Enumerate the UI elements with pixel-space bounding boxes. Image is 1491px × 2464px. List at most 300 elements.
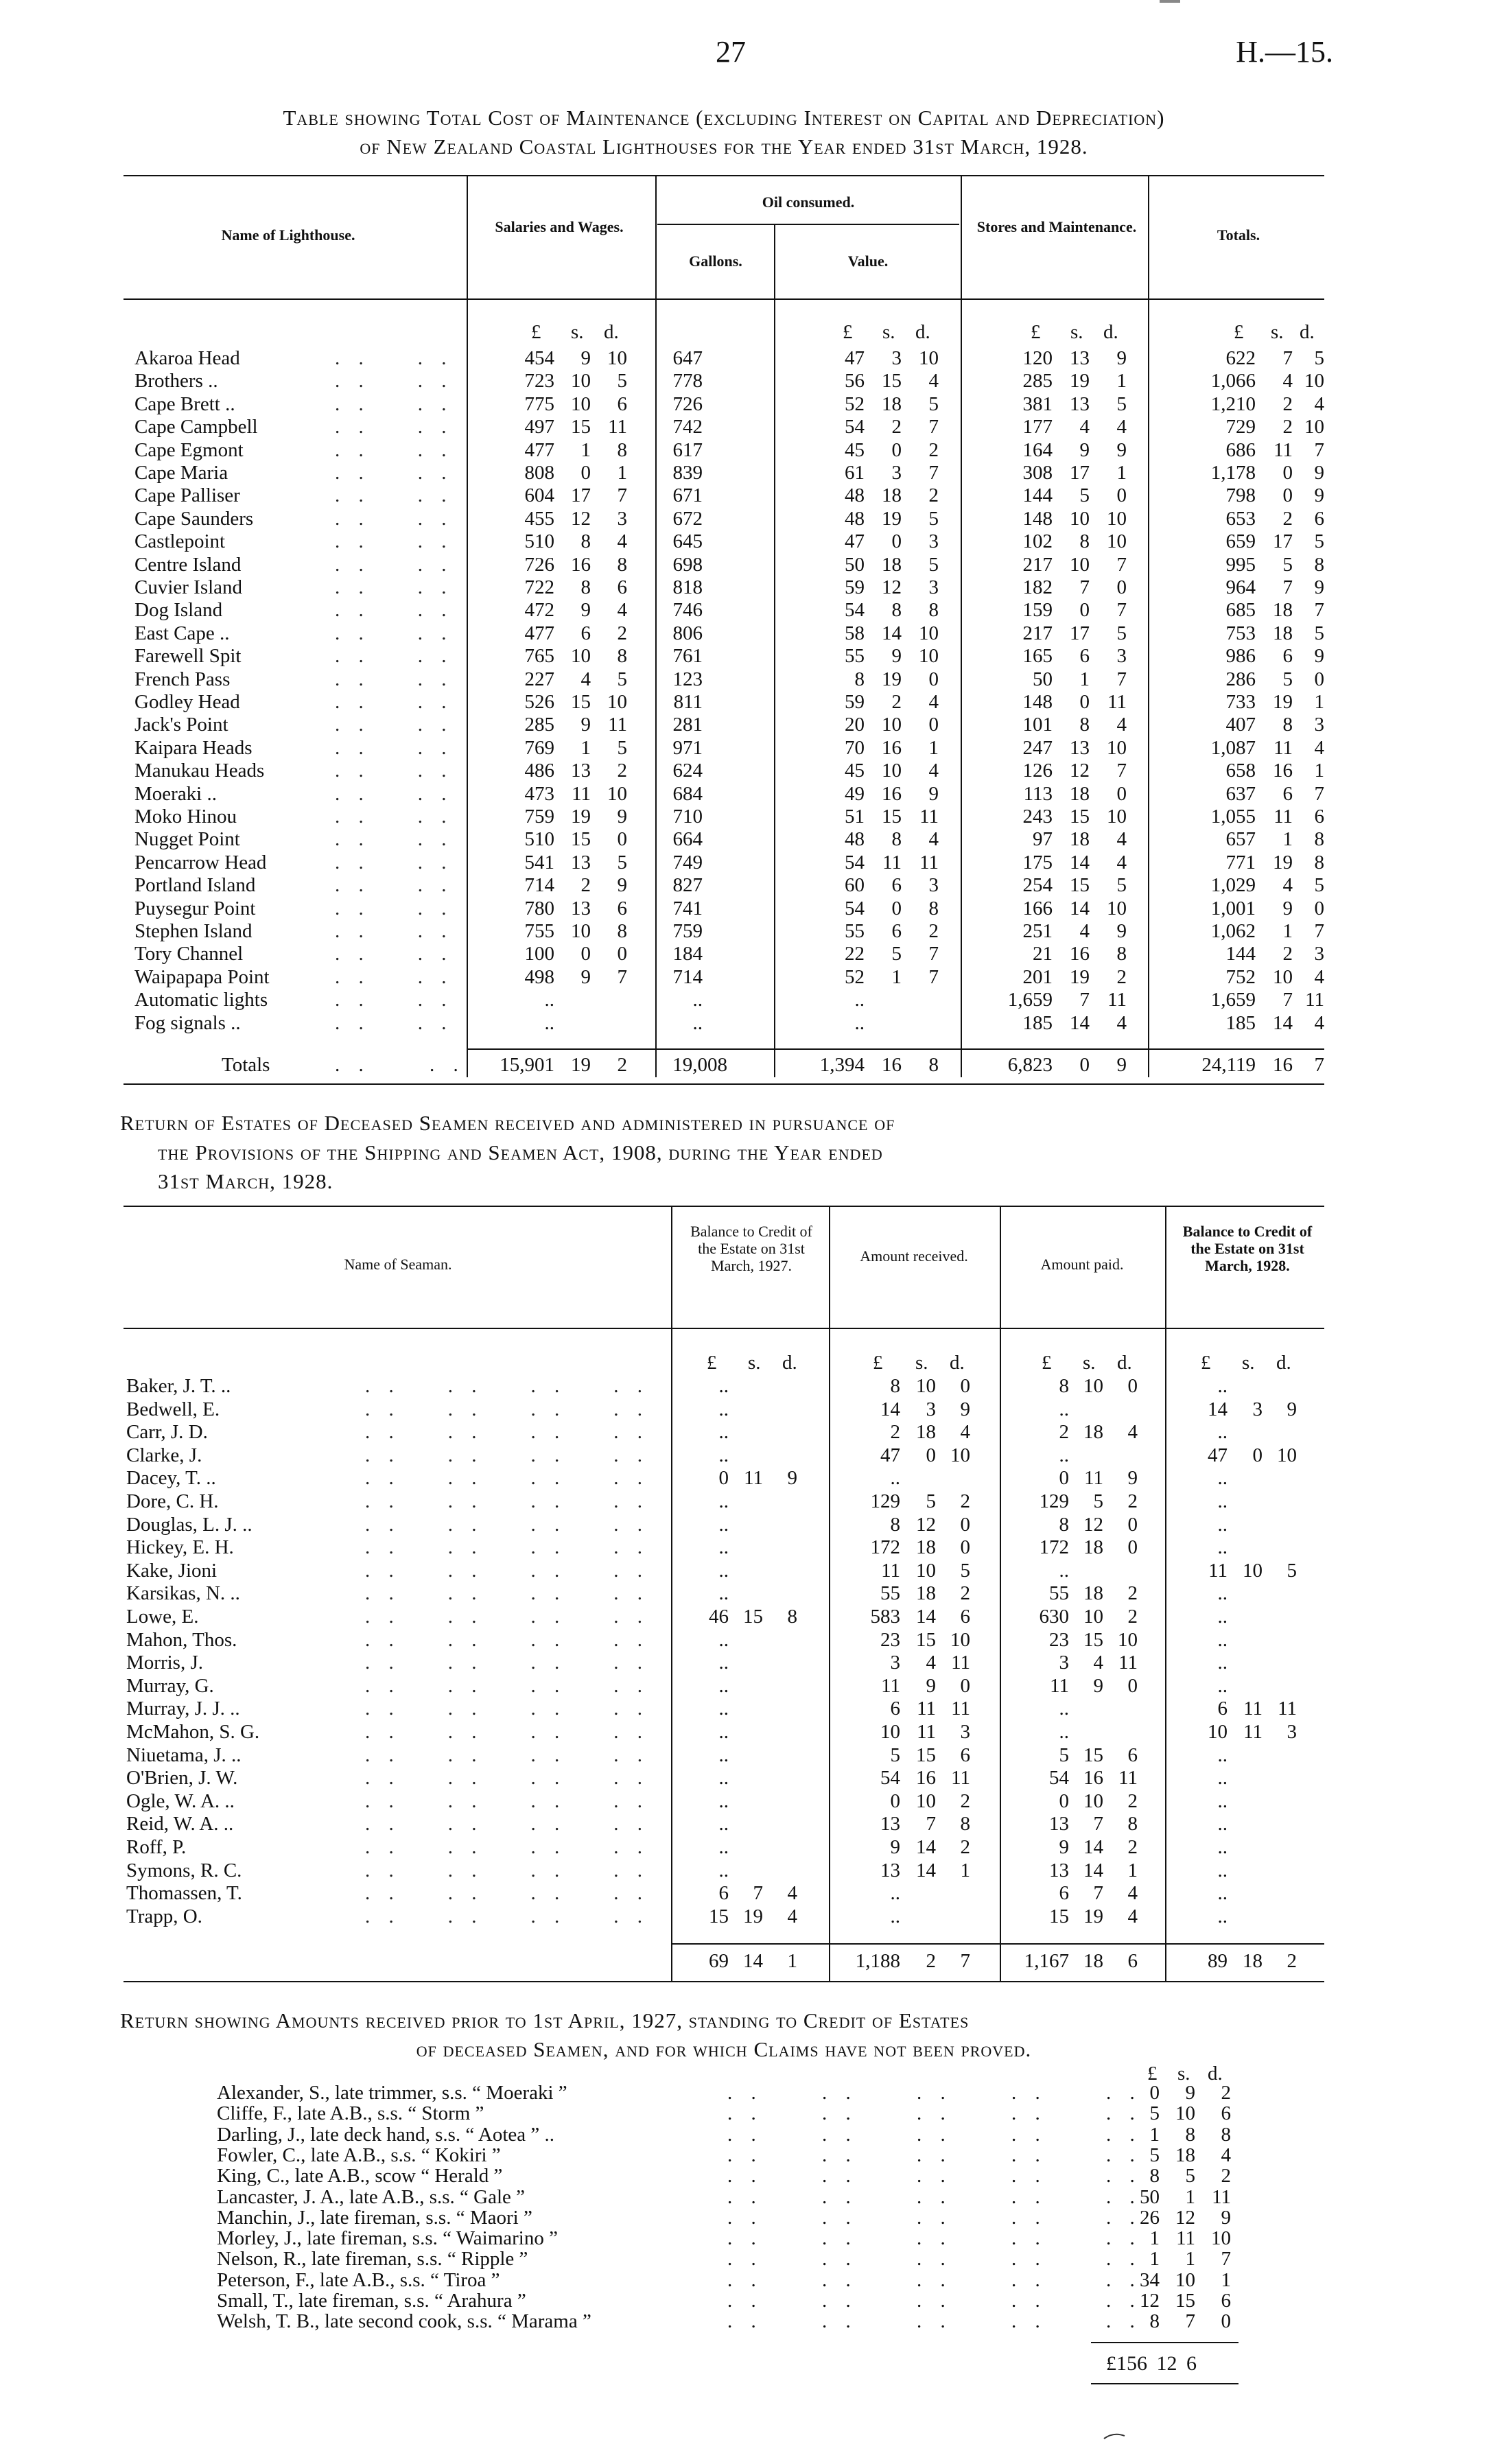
paid-shillings: 4: [1093, 1652, 1103, 1674]
received-pounds: 11: [881, 1674, 900, 1697]
oil-value-shillings: 14: [882, 622, 902, 644]
stores-pounds: 254: [1022, 874, 1053, 897]
paid-shillings: 10: [1083, 1606, 1103, 1628]
stores-shillings: 7: [1079, 576, 1090, 598]
lighthouse-row: [0, 554, 1491, 576]
seaman-row: [0, 1582, 1491, 1605]
bal1927-pounds: ..: [718, 1421, 729, 1444]
oil-value-shillings: 0: [891, 530, 902, 553]
salaries-shillings: 1: [580, 438, 591, 461]
leader-dots: . . . .: [335, 851, 454, 873]
received-pounds: ..: [890, 1905, 900, 1927]
received-shillings: 5: [926, 1490, 936, 1512]
stores-pounds: 97: [1033, 828, 1053, 851]
received-pounds: ..: [890, 1882, 900, 1905]
oil-gallons: 684: [672, 782, 703, 805]
oil-value-shillings: 3: [891, 347, 902, 369]
stores-pence: 0: [1116, 576, 1127, 598]
received-pence: 11: [951, 1652, 970, 1674]
total-pounds: 1,210: [1210, 392, 1256, 415]
salaries-shillings: 9: [580, 347, 591, 369]
seaman-name: Clarke, J.: [126, 1444, 202, 1466]
paid-shillings: 15: [1083, 1744, 1103, 1766]
total-shillings: 6: [1282, 645, 1293, 668]
bal1928-pounds: 6: [1217, 1698, 1228, 1720]
stores-pence: 4: [1116, 828, 1127, 851]
lighthouse-row: [0, 806, 1491, 828]
oil-value-pounds: 54: [845, 851, 865, 873]
oil-value-pence: 8: [928, 599, 939, 622]
unclaimed-pence: 7: [1221, 2248, 1231, 2271]
total-pence: 10: [1304, 370, 1324, 392]
salaries-shillings: 2: [580, 874, 591, 897]
salaries-pounds: 755: [524, 920, 554, 942]
leader-dots: . . . .: [335, 530, 454, 553]
unclaimed-pence: 6: [1221, 2102, 1231, 2125]
bal1927-pounds: ..: [718, 1859, 729, 1881]
bal1928-pounds: ..: [1217, 1859, 1228, 1881]
lh-total-sal-d: 2: [617, 1054, 627, 1076]
stores-pounds: 1,659: [1007, 989, 1053, 1011]
unclaimed-row: [0, 2207, 1491, 2228]
lh-total-sto-s: 0: [1079, 1054, 1090, 1076]
total-shillings: 1: [1282, 920, 1293, 942]
unclaimed-shillings: 10: [1175, 2268, 1195, 2291]
salaries-pence: 4: [617, 530, 627, 553]
bal1928-pounds: ..: [1217, 1375, 1228, 1397]
stores-pounds: 148: [1022, 691, 1053, 713]
sm-total-paid-s: 18: [1083, 1950, 1103, 1972]
seaman-name: Thomassen, T.: [126, 1882, 242, 1905]
unclaimed-pence: 11: [1212, 2185, 1231, 2208]
stores-pence: 8: [1116, 943, 1127, 965]
stores-pounds: 165: [1022, 645, 1053, 668]
total-pounds: 659: [1225, 530, 1256, 553]
total-pence: 1: [1314, 760, 1324, 782]
oil-value-pence: 7: [928, 462, 939, 484]
stores-shillings: 15: [1070, 806, 1090, 828]
received-shillings: 15: [916, 1744, 936, 1766]
sm-header-name: Name of Seaman.: [344, 1256, 452, 1273]
paid-pounds: 55: [1049, 1582, 1069, 1605]
stores-shillings: 14: [1070, 851, 1090, 873]
oil-value-pounds: 48: [845, 484, 865, 507]
unclaimed-shillings: 1: [1185, 2248, 1195, 2271]
lh-total-sal-s: 19: [571, 1054, 591, 1076]
total-pence: 4: [1314, 1011, 1324, 1034]
total-shillings: 11: [1273, 736, 1293, 759]
unclaimed-row: [0, 2249, 1491, 2269]
stores-shillings: 14: [1070, 1011, 1090, 1034]
leader-dots: . . . .: [335, 507, 454, 530]
oil-value-pence: 8: [928, 897, 939, 919]
received-shillings: 10: [916, 1559, 936, 1582]
salaries-shillings: 11: [572, 782, 591, 805]
salaries-pounds: 454: [524, 347, 554, 369]
total-pounds: 686: [1225, 438, 1256, 461]
oil-value-pence: 9: [928, 782, 939, 805]
total-shillings: 0: [1282, 462, 1293, 484]
leader-dots: . . . .: [335, 553, 454, 576]
unclaimed-pence: 10: [1211, 2227, 1231, 2250]
salaries-shillings: 0: [580, 462, 591, 484]
oil-value-pounds: 49: [845, 782, 865, 805]
leader-dots: . . . . . . . .: [365, 1606, 649, 1628]
oil-value-pence: 7: [928, 943, 939, 965]
stores-shillings: 18: [1070, 782, 1090, 805]
oil-value-pounds: 47: [845, 347, 865, 369]
bal1928-shillings: 0: [1252, 1444, 1263, 1466]
stores-pence: 5: [1116, 392, 1127, 415]
seaman-name: Trapp, O.: [126, 1905, 202, 1927]
salaries-shillings: 9: [580, 965, 591, 988]
received-pounds: 583: [870, 1606, 900, 1628]
oil-value-pounds: 70: [845, 736, 865, 759]
oil-value-shillings: 6: [891, 874, 902, 897]
salaries-pence: 7: [617, 484, 627, 507]
seaman-name: Dacey, T. ..: [126, 1467, 216, 1490]
lh-header-bottom-rule: [124, 298, 1324, 300]
stores-pence: 11: [1107, 989, 1127, 1011]
sm-total-rec-l: 1,188: [855, 1950, 900, 1972]
lh-unit-pound: £: [531, 321, 541, 343]
total-pence: 1: [1314, 691, 1324, 713]
lighthouse-row: [0, 852, 1491, 874]
oil-value-pounds: 51: [845, 806, 865, 828]
seaman-row: [0, 1560, 1491, 1582]
seaman-name: Ogle, W. A. ..: [126, 1790, 235, 1812]
unclaimed-row: [0, 2290, 1491, 2311]
received-pounds: 14: [880, 1398, 900, 1420]
stores-pence: 1: [1116, 370, 1127, 392]
salaries-pence: 2: [617, 760, 627, 782]
sm-total-b28-l: 89: [1208, 1950, 1228, 1972]
sm-totals-row: [0, 1950, 1491, 1978]
oil-value-pence: 3: [928, 874, 939, 897]
salaries-shillings: 15: [571, 828, 591, 851]
unclaimed-row: [0, 2187, 1491, 2207]
unclaimed-pounds: 34: [1140, 2268, 1160, 2291]
received-pounds: ..: [890, 1467, 900, 1490]
lh-total-sto-l: 6,823: [1007, 1054, 1053, 1076]
paid-pence: 11: [1118, 1767, 1138, 1790]
oil-gallons: 726: [672, 392, 703, 415]
stores-pounds: 164: [1022, 438, 1053, 461]
leader-dots: . . . .: [335, 714, 454, 736]
seaman-row: [0, 1514, 1491, 1536]
lighthouse-row: [0, 622, 1491, 645]
leader-dots: . . . . . . . . . .: [727, 2310, 1142, 2333]
salaries-pence: 5: [617, 668, 627, 690]
salaries-pence: 5: [617, 736, 627, 759]
oil-value-pounds: 20: [845, 714, 865, 736]
stores-pence: 2: [1116, 965, 1127, 988]
lh-unit-pence: d.: [915, 321, 930, 343]
lighthouse-row: [0, 943, 1491, 965]
salaries-shillings: 15: [571, 691, 591, 713]
lh-total-val-s: 16: [882, 1054, 902, 1076]
sm-unit-pence: d.: [950, 1352, 965, 1374]
oil-value-shillings: 18: [882, 392, 902, 415]
received-shillings: 10: [916, 1790, 936, 1812]
total-pounds: 1,001: [1210, 897, 1256, 919]
unclaimed-pounds: 50: [1140, 2185, 1160, 2208]
total-shillings: 14: [1273, 1011, 1293, 1034]
oil-value-pounds: 52: [845, 392, 865, 415]
bal1927-pounds: ..: [718, 1721, 729, 1743]
leader-dots: . . . .: [335, 576, 454, 598]
oil-value-pence: 10: [919, 347, 939, 369]
total-pence: 8: [1314, 828, 1324, 851]
salaries-pounds: 541: [524, 851, 554, 873]
bal1927-pounds: ..: [718, 1698, 729, 1720]
seaman-row: [0, 1444, 1491, 1467]
bal1927-pounds: ..: [718, 1767, 729, 1790]
paid-shillings: 18: [1083, 1421, 1103, 1444]
bal1928-pounds: ..: [1217, 1467, 1228, 1490]
total-shillings: 19: [1273, 691, 1293, 713]
lh-unit-pence: d.: [1300, 321, 1315, 343]
received-pounds: 11: [881, 1559, 900, 1582]
lighthouse-row: [0, 783, 1491, 806]
received-shillings: 14: [916, 1859, 936, 1881]
oil-value-pounds: 60: [845, 874, 865, 897]
seaman-name: Kake, Jioni: [126, 1559, 218, 1582]
lighthouse-name: Moeraki ..: [134, 782, 217, 805]
stores-pounds: 177: [1022, 416, 1053, 438]
sm-units-row: [0, 1352, 1491, 1375]
lh-total-tot-l: 24,119: [1201, 1054, 1256, 1076]
salaries-pence: 8: [617, 438, 627, 461]
total-pounds: 753: [1225, 622, 1256, 644]
bal1928-pounds: ..: [1217, 1513, 1228, 1536]
sm-unit-shilling: s.: [915, 1352, 928, 1374]
leader-dots: . . . . . . . .: [365, 1467, 649, 1490]
stores-pence: 3: [1116, 645, 1127, 668]
paid-pounds: 8: [1059, 1513, 1069, 1536]
received-pounds: 2: [890, 1421, 900, 1444]
salaries-pounds: 472: [524, 599, 554, 622]
received-pence: 3: [960, 1721, 970, 1743]
lighthouse-row: [0, 462, 1491, 484]
oil-value-shillings: 9: [891, 645, 902, 668]
paid-shillings: 14: [1083, 1836, 1103, 1858]
lighthouse-row: [0, 874, 1491, 897]
lighthouse-row: [0, 1012, 1491, 1035]
lh-unit-pence: d.: [604, 321, 619, 343]
salaries-pounds: 726: [524, 553, 554, 576]
leader-dots: . . . .: [335, 462, 454, 484]
total-pounds: 798: [1225, 484, 1256, 507]
oil-value-shillings: 0: [891, 897, 902, 919]
stores-shillings: 8: [1079, 530, 1090, 553]
sm-total-b28-s: 18: [1243, 1950, 1263, 1972]
stores-pence: 7: [1116, 553, 1127, 576]
unclaimed-shillings: 15: [1175, 2290, 1195, 2312]
oil-gallons: 759: [672, 920, 703, 942]
paid-pence: 4: [1127, 1421, 1138, 1444]
total-pence: 4: [1314, 965, 1324, 988]
seaman-name: Mahon, Thos.: [126, 1628, 237, 1651]
seaman-row: [0, 1652, 1491, 1674]
salaries-pounds: 477: [524, 438, 554, 461]
salaries-pence: 6: [617, 897, 627, 919]
bal1927-pounds: ..: [718, 1536, 729, 1559]
oil-value-shillings: 8: [891, 828, 902, 851]
lighthouse-row: [0, 691, 1491, 714]
seaman-row: [0, 1375, 1491, 1398]
seaman-row: [0, 1606, 1491, 1628]
oil-value-pounds: 55: [845, 920, 865, 942]
paid-shillings: 5: [1093, 1490, 1103, 1512]
paid-pounds: 9: [1059, 1836, 1069, 1858]
sm-header-top-rule: [124, 1206, 1324, 1207]
lighthouse-row: [0, 737, 1491, 760]
seaman-row: [0, 1675, 1491, 1698]
total-pence: 5: [1314, 622, 1324, 644]
leader-dots: . . . . . . . .: [365, 1398, 649, 1420]
stores-pounds: 243: [1022, 806, 1053, 828]
oil-value-pence: 4: [928, 370, 939, 392]
paid-shillings: 7: [1093, 1882, 1103, 1905]
received-pence: 1: [960, 1859, 970, 1881]
oil-value-pence: 0: [928, 668, 939, 690]
received-pounds: 8: [890, 1375, 900, 1397]
oil-value-pence: 7: [928, 965, 939, 988]
salaries-pence: 11: [608, 714, 627, 736]
salaries-shillings: 10: [571, 645, 591, 668]
total-pounds: 1,659: [1210, 989, 1256, 1011]
paid-pounds: ..: [1059, 1559, 1069, 1582]
oil-gallons: 664: [672, 828, 703, 851]
bal1928-pence: 10: [1277, 1444, 1297, 1466]
seaman-row: [0, 1767, 1491, 1790]
received-pounds: 129: [870, 1490, 900, 1512]
unclaimed-pounds: 8: [1149, 2310, 1160, 2333]
stores-pounds: 308: [1022, 462, 1053, 484]
salaries-shillings: 17: [571, 484, 591, 507]
seaman-name: Lowe, E.: [126, 1606, 199, 1628]
unclaimed-units: [0, 2063, 1491, 2083]
total-shillings: 8: [1282, 714, 1293, 736]
seaman-row: [0, 1490, 1491, 1513]
lighthouse-row: [0, 508, 1491, 530]
stores-shillings: 4: [1079, 920, 1090, 942]
unclaimed-row: [0, 2145, 1491, 2166]
total-shillings: 4: [1282, 370, 1293, 392]
salaries-pence: 9: [617, 806, 627, 828]
salaries-pence: 7: [617, 965, 627, 988]
seaman-row: [0, 1813, 1491, 1835]
oil-gallons: 281: [672, 714, 703, 736]
stores-shillings: 17: [1070, 462, 1090, 484]
received-pence: 11: [951, 1767, 970, 1790]
total-shillings: 4: [1282, 874, 1293, 897]
leader-dots: . . . . . . . .: [365, 1813, 649, 1835]
sm-total-b27-d: 1: [787, 1950, 797, 1972]
bal1927-pounds: ..: [718, 1744, 729, 1766]
leader-dots: . . . . . . . .: [365, 1513, 649, 1536]
received-pence: 4: [960, 1421, 970, 1444]
paid-pounds: 3: [1059, 1652, 1069, 1674]
received-pounds: 0: [890, 1790, 900, 1812]
total-pounds: 1,055: [1210, 806, 1256, 828]
total-pounds: 733: [1225, 691, 1256, 713]
bal1927-shillings: 15: [743, 1606, 763, 1628]
lighthouse-name: Dog Island: [134, 599, 223, 622]
lighthouse-row: [0, 439, 1491, 462]
stores-pounds: 159: [1022, 599, 1053, 622]
oil-value-shillings: 6: [891, 920, 902, 942]
salaries-pounds: 759: [524, 806, 554, 828]
total-pounds: 1,178: [1210, 462, 1256, 484]
bal1928-pounds: 11: [1208, 1559, 1228, 1582]
bal1928-pounds: ..: [1217, 1582, 1228, 1605]
lighthouse-name: Cape Brett ..: [134, 392, 235, 415]
stores-pounds: 217: [1022, 622, 1053, 644]
oil-gallons: 811: [673, 691, 703, 713]
oil-value-shillings: 15: [882, 370, 902, 392]
unclaimed-entry: Manchin, J., late fireman, s.s. “ Maori ”: [217, 2206, 532, 2229]
stores-pence: 11: [1107, 691, 1127, 713]
oil-value-shillings: 10: [882, 714, 902, 736]
paid-pounds: ..: [1059, 1398, 1069, 1420]
leader-dots: . . . .: [335, 897, 454, 919]
seamen-title-line2: the Provisions of the Shipping and Seamen Act, 1908, during the Year ended: [158, 1140, 883, 1164]
sm-total-b27-s: 14: [743, 1950, 763, 1972]
bal1927-pence: 4: [787, 1905, 797, 1927]
bal1927-pounds: ..: [718, 1559, 729, 1582]
unclaimed-entry: Cliffe, F., late A.B., s.s. “ Storm ”: [217, 2102, 484, 2125]
stores-shillings: 1: [1079, 668, 1090, 690]
total-pence: 5: [1314, 347, 1324, 369]
paid-pence: 4: [1127, 1905, 1138, 1927]
stores-shillings: 0: [1079, 691, 1090, 713]
paid-pounds: 172: [1039, 1536, 1069, 1559]
lh-total-val-d: 8: [928, 1054, 939, 1076]
leader-dots: . . . . . . . .: [365, 1721, 649, 1743]
total-pence: 3: [1314, 714, 1324, 736]
stores-pence: 10: [1107, 507, 1127, 530]
seaman-name: McMahon, S. G.: [126, 1721, 260, 1743]
unclaimed-row: [0, 2311, 1491, 2332]
lh-unit-pound: £: [843, 321, 853, 343]
paid-pence: 1: [1127, 1859, 1138, 1881]
lighthouse-name: Stephen Island: [134, 920, 253, 942]
paid-pence: 9: [1127, 1467, 1138, 1490]
stores-shillings: 0: [1079, 599, 1090, 622]
paid-pounds: 0: [1059, 1790, 1069, 1812]
oil-gallons: 184: [672, 943, 703, 965]
oil-gallons: 778: [672, 370, 703, 392]
oil-value-shillings: 3: [891, 462, 902, 484]
salaries-pence: 0: [617, 828, 627, 851]
received-pence: 6: [960, 1744, 970, 1766]
bal1927-pence: 8: [787, 1606, 797, 1628]
lighthouse-row: [0, 370, 1491, 392]
stores-shillings: 19: [1070, 370, 1090, 392]
received-pence: 2: [960, 1490, 970, 1512]
bal1927-pounds: ..: [718, 1813, 729, 1835]
oil-value-pounds: 22: [845, 943, 865, 965]
unclaimed-row: [0, 2103, 1491, 2124]
lighthouse-name: Automatic lights: [134, 989, 268, 1011]
seaman-row: [0, 1536, 1491, 1559]
stores-shillings: 5: [1079, 484, 1090, 507]
leader-dots: . . . .: [335, 691, 454, 713]
lighthouse-name: East Cape ..: [134, 622, 230, 644]
oil-value-pence: 11: [919, 851, 939, 873]
